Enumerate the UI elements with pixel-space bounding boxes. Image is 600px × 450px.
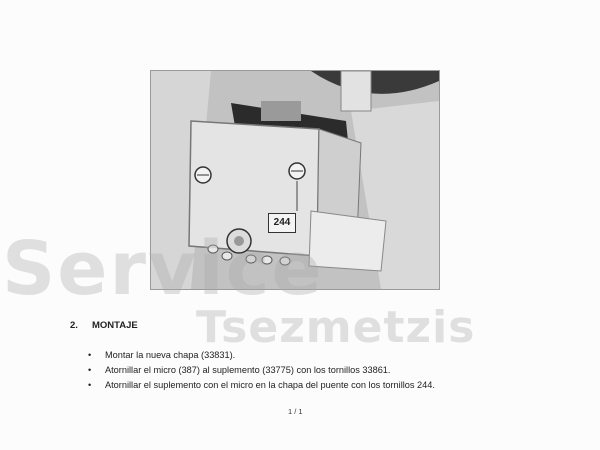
- bullet-icon: •: [88, 380, 92, 390]
- callout-label: 244: [268, 213, 296, 233]
- watermark-line1: Service: [2, 226, 324, 312]
- knob-center: [234, 236, 244, 246]
- lower-block: [309, 211, 386, 271]
- section-number: 2.: [70, 320, 78, 331]
- section-heading: [70, 320, 138, 331]
- metal-plate: [189, 121, 319, 256]
- switch-lever: [261, 101, 301, 121]
- page-number: 1 / 1: [288, 407, 303, 416]
- steps-list: [88, 348, 435, 393]
- step-text: Montar la nueva chapa (33831).: [105, 350, 236, 360]
- bullet-icon: •: [88, 365, 92, 375]
- list-item: [88, 378, 435, 393]
- assembly-photo-drawing: [151, 71, 439, 289]
- assembly-photo: [150, 70, 440, 290]
- list-item: [88, 363, 435, 378]
- list-item: [88, 348, 435, 363]
- section-title: MONTAJE: [92, 320, 138, 331]
- step-text: Atornillar el suplemento con el micro en la chapa del puente con los tornillos 244.: [105, 380, 435, 390]
- step-text: Atornillar el micro (387) al suplemento (33775) con los tornillos 33861.: [105, 365, 391, 375]
- top-bracket: [341, 71, 371, 111]
- bullet-icon: •: [88, 350, 92, 360]
- watermark-line2: Tsezmetzis: [196, 302, 476, 353]
